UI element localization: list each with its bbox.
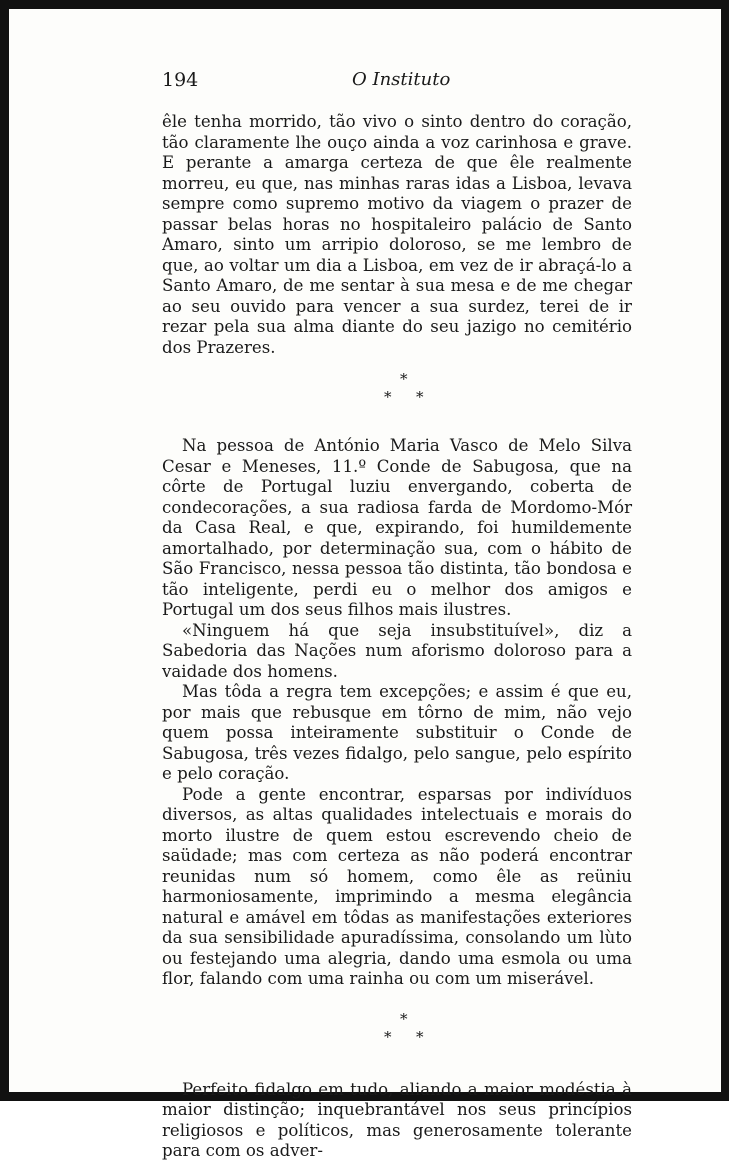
paragraph-continued: êle tenha morrido, tão vivo o sinto dentro do coração, tão claramente lhe ouço ainda a voz carinhosa e grave. E perante a amarga certeza de que êle realmente morreu, eu que, nas minhas raras idas a Lisboa, levava sempre como supremo motivo da viagem o prazer de passar belas horas no hospitaleiro palácio de Santo Amaro, sinto um arripio doloroso, se me lembro de que, ao voltar um dia a Lisboa, em vez de ir abraçá-lo a Santo Amaro, de me sentar à sua mesa e de me chegar ao seu ouvido para vencer a sua surdez, terei de ir rezar pela sua alma diante do seu jazigo no cemitério dos Prazeres. — [162, 112, 632, 357]
section-separator-asterism — [162, 1009, 632, 1060]
asterisk-top: * — [400, 1009, 408, 1028]
paragraph-qualities: Pode a gente encontrar, esparsas por indivíduos diversos, as altas qualidades intelectuais e morais do morto ilustre de quem estou escrevendo cheio de saüdade; mas com certeza as não poderá encontrar reunidas num só homem, como êle as reüniu harmoniosamente, imprimindo a mesma elegância natural e amável em tôdas as manifestações exteriores da sua sensibilidade apuradíssima, consolando um lùto ou festejando uma alegria, dando uma esmola ou uma flor, falando com uma rainha ou com um miserável. — [162, 784, 632, 988]
running-head — [162, 69, 632, 99]
page-number: 194 — [162, 69, 199, 91]
journal-title: O Instituto — [352, 69, 451, 90]
body-text — [162, 112, 632, 1162]
paragraph-aphorism: «Ninguem há que seja insubstituível», diz a Sabedoria das Nações num aforismo doloroso para a vaidade dos homens. — [162, 620, 632, 681]
asterisk-right: * — [416, 388, 424, 406]
asterisk-right: * — [416, 1027, 424, 1046]
asterisk-left: * — [384, 1027, 392, 1046]
paragraph-perfeito-fidalgo: Perfeito fidalgo em tudo, aliando a maior modéstia à maior distinção; inquebrantável nos seus princípios religiosos e políticos, mas generosamente tolerante para com os adver- — [162, 1079, 632, 1160]
paragraph-exceptions: Mas tôda a regra tem excepções; e assim é que eu, por mais que rebusque em tôrno de mim, não vejo quem possa inteiramente substituir o Conde de Sabugosa, três vezes fidalgo, pelo sangue, pelo espírito e pelo coração. — [162, 682, 632, 783]
asterisk-top: * — [400, 370, 408, 388]
section-separator-asterism — [162, 372, 632, 420]
paragraph-conde-sabugosa: Na pessoa de António Maria Vasco de Melo Silva Cesar e Meneses, 11.º Conde de Sabugosa, que na côrte de Portugal luziu envergando, coberta de condecorações, a sua radiosa farda de Mordomo-Mór da Casa Real, e que, expirando, foi humildemente amortalhado, por determinação sua, com o hábito de São Francisco, nessa pessoa tão distinta, tão bondosa e tão inteligente, perdi eu o melhor dos amigos e Portugal um dos seus filhos mais ilustres. — [162, 436, 632, 619]
asterisk-left: * — [384, 388, 392, 406]
